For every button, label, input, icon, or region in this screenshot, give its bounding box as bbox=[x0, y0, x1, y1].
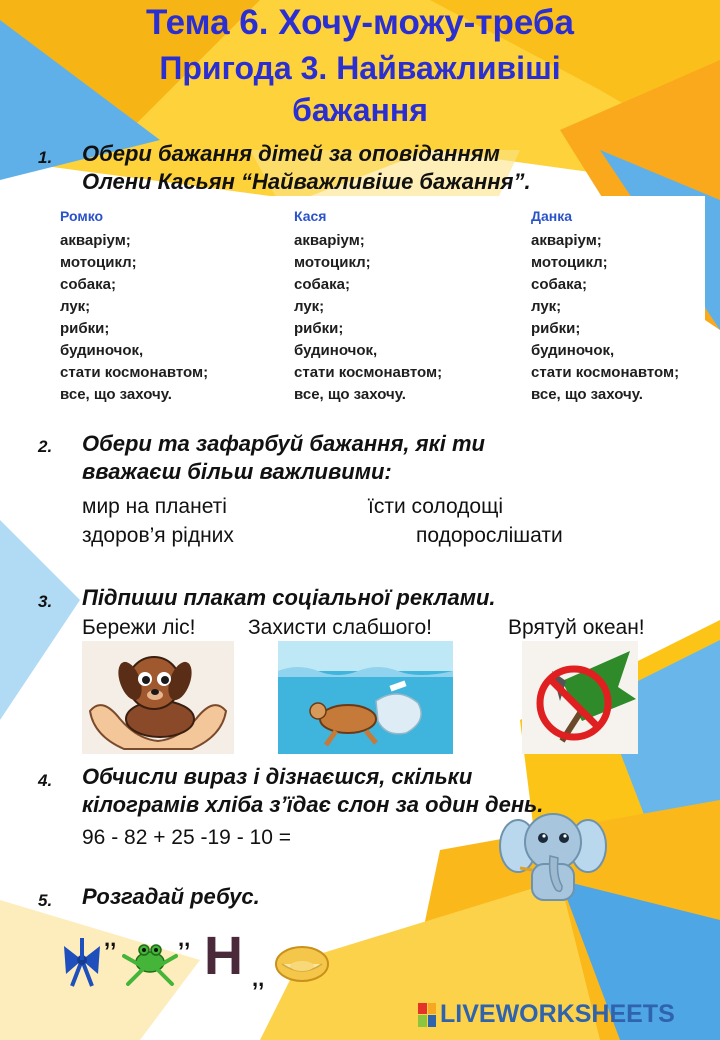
slogan-option[interactable]: Врятуй океан! bbox=[508, 616, 645, 639]
wish-option[interactable]: все, що захочу. bbox=[294, 386, 406, 403]
child-name-danka: Данка bbox=[531, 208, 573, 224]
melon-icon bbox=[272, 936, 332, 986]
ocean-illustration bbox=[278, 641, 453, 754]
task-2-line-2: вважаєш більш важливими: bbox=[82, 459, 392, 484]
poster-puppy-in-hands bbox=[82, 641, 234, 754]
wish-choice[interactable]: подорослішати bbox=[416, 524, 563, 547]
wish-column-romko bbox=[60, 206, 208, 406]
logo-text: LIVEWORKSHEETS bbox=[440, 1000, 675, 1028]
wish-option[interactable]: акваріум; bbox=[531, 232, 602, 249]
wish-option[interactable]: акваріум; bbox=[60, 232, 131, 249]
wish-choice[interactable]: їсти солодощі bbox=[368, 495, 504, 518]
rebus-comma-mark: ,, bbox=[252, 966, 265, 991]
task-3-instruction: Підпиши плакат соціальної реклами. bbox=[82, 585, 496, 610]
task-1-instruction bbox=[82, 140, 531, 196]
wish-option[interactable]: собака; bbox=[294, 276, 350, 293]
wish-option[interactable]: рибки; bbox=[294, 320, 344, 337]
wish-option[interactable]: стати космонавтом; bbox=[294, 364, 443, 381]
wish-option[interactable]: будиночок, bbox=[531, 342, 615, 359]
task-1-line-1: Обери бажання дітей за оповіданням bbox=[82, 141, 500, 166]
slogan-option[interactable]: Бережи ліс! bbox=[82, 616, 196, 639]
wish-option[interactable]: стати космонавтом; bbox=[531, 364, 680, 381]
wish-option[interactable]: собака; bbox=[60, 276, 116, 293]
bow-icon bbox=[60, 934, 104, 988]
slogan-option[interactable]: Захисти слабшого! bbox=[248, 616, 432, 639]
wish-option[interactable]: будиночок, bbox=[60, 342, 144, 359]
wish-option[interactable]: рибки; bbox=[531, 320, 581, 337]
wish-choice[interactable]: здоров’я рідних bbox=[82, 524, 234, 547]
wish-option[interactable]: лук; bbox=[60, 298, 91, 315]
topic-title: Тема 6. Хочу-можу-треба bbox=[146, 3, 574, 42]
wish-option[interactable]: мотоцикл; bbox=[60, 254, 137, 271]
task-2-instruction bbox=[82, 430, 485, 486]
wish-option[interactable]: все, що захочу. bbox=[531, 386, 643, 403]
wish-option[interactable]: лук; bbox=[531, 298, 562, 315]
task-4-instruction bbox=[82, 763, 543, 819]
wish-option[interactable]: все, що захочу. bbox=[60, 386, 172, 403]
wish-option[interactable]: рибки; bbox=[60, 320, 110, 337]
frog-icon bbox=[122, 934, 178, 986]
adventure-title-continued: бажання bbox=[292, 92, 428, 128]
task-2-number: 2. bbox=[38, 437, 53, 456]
child-name-romko: Ромко bbox=[60, 208, 104, 224]
wish-option[interactable]: стати космонавтом; bbox=[60, 364, 209, 381]
adventure-title: Пригода 3. Найважливіші bbox=[159, 50, 561, 86]
task-5-number: 5. bbox=[38, 891, 53, 910]
poster-ocean-turtle bbox=[278, 641, 453, 754]
task-4-line-2: кілограмів хліба з’їдає слон за один день. bbox=[82, 792, 544, 817]
wish-choice[interactable]: мир на планеті bbox=[82, 495, 227, 518]
no-cutting-trees-sign bbox=[522, 641, 638, 754]
wish-column-danka bbox=[531, 206, 679, 406]
task-5-instruction: Розгадай ребус. bbox=[82, 884, 260, 909]
rebus-comma-mark: ,, bbox=[104, 926, 117, 951]
task-1-number: 1. bbox=[38, 148, 53, 167]
task-2-line-1: Обери та зафарбуй бажання, які ти bbox=[82, 431, 485, 456]
wish-option[interactable]: мотоцикл; bbox=[294, 254, 371, 271]
rebus-letter: Н bbox=[204, 926, 243, 986]
wish-column-kasia bbox=[294, 206, 442, 406]
wish-option[interactable]: акваріум; bbox=[294, 232, 365, 249]
logo-mark-icon bbox=[418, 1003, 436, 1027]
liveworksheets-logo bbox=[418, 1000, 675, 1029]
task-1-line-2: Олени Касьян “Найважливіше бажання”. bbox=[82, 169, 531, 194]
wish-option[interactable]: собака; bbox=[531, 276, 587, 293]
task-4-line-1: Обчисли вираз і дізнаєшся, скільки bbox=[82, 764, 473, 789]
elephant-icon bbox=[498, 806, 608, 906]
task-3-number: 3. bbox=[38, 592, 53, 611]
wish-option[interactable]: мотоцикл; bbox=[531, 254, 608, 271]
poster-save-forest bbox=[522, 641, 638, 754]
rebus-comma-mark: ,, bbox=[178, 926, 191, 951]
task-4-number: 4. bbox=[38, 771, 53, 790]
wish-option[interactable]: лук; bbox=[294, 298, 325, 315]
wish-option[interactable]: будиночок, bbox=[294, 342, 378, 359]
child-name-kasia: Кася bbox=[294, 208, 327, 224]
math-expression: 96 - 82 + 25 -19 - 10 = bbox=[82, 826, 291, 849]
puppy-illustration bbox=[82, 641, 234, 754]
